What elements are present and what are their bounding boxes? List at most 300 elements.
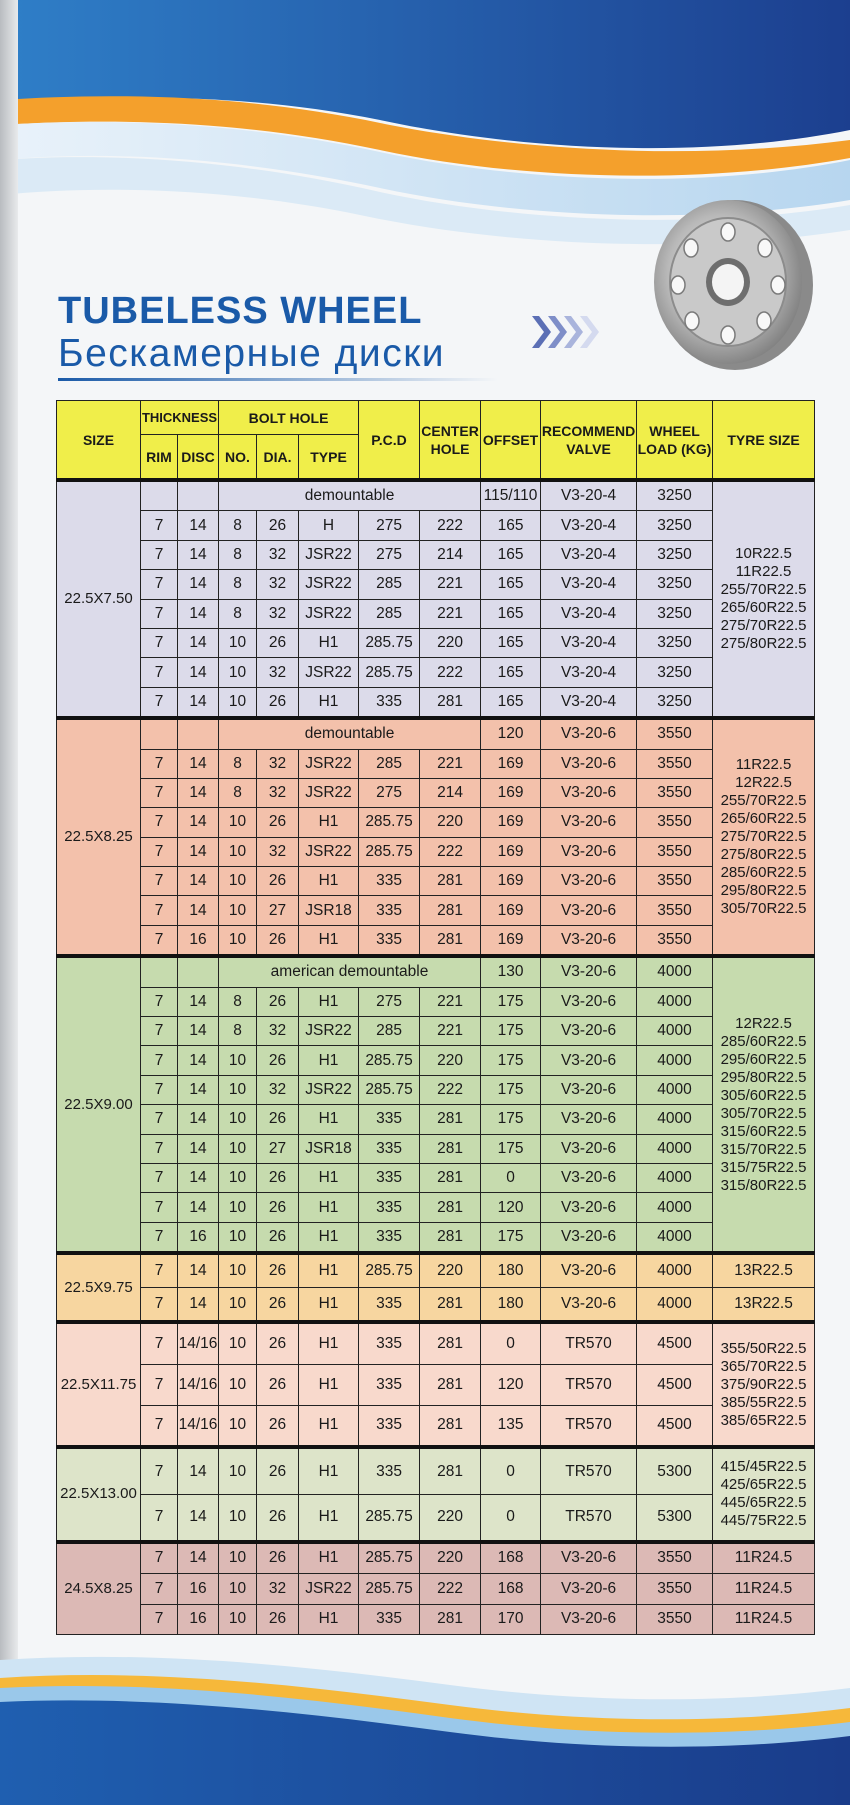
header-wheel-load: WHEEL LOAD (KG): [637, 401, 713, 481]
header-valve: RECOMMEND VALVE: [541, 401, 637, 481]
bolt-type-cell: H1: [299, 1193, 359, 1222]
bolt-dia-cell: 26: [257, 1163, 299, 1192]
tyre-size-item: 315/70R22.5: [720, 1140, 807, 1158]
offset-cell: 175: [481, 1222, 541, 1253]
bolt-no-cell: 10: [219, 896, 257, 925]
empty-cell: [178, 480, 219, 511]
pcd-cell: 335: [359, 1163, 420, 1192]
bolt-no-cell: 10: [219, 808, 257, 837]
load-cell: 3250: [637, 480, 713, 511]
center-hole-cell: 281: [420, 687, 481, 718]
center-hole-cell: 220: [420, 1046, 481, 1075]
disc-cell: 14: [178, 658, 219, 687]
rim-cell: 7: [141, 511, 178, 540]
pcd-cell: 275: [359, 540, 420, 569]
disc-cell: 14: [178, 570, 219, 599]
tyre-size-item: 305/70R22.5: [720, 1104, 807, 1122]
tyre-size-item: 305/70R22.5: [720, 900, 807, 918]
header-rim: RIM: [141, 435, 178, 481]
bolt-type-cell: JSR18: [299, 1134, 359, 1163]
bolt-no-cell: 10: [219, 925, 257, 956]
center-hole-cell: 214: [420, 778, 481, 807]
disc-cell: 14: [178, 1447, 219, 1494]
table-row: [57, 511, 815, 540]
size-cell: 22.5X9.00: [57, 956, 141, 1253]
rim-cell: 7: [141, 1193, 178, 1222]
load-cell: 4000: [637, 1193, 713, 1222]
center-hole-cell: 220: [420, 1494, 481, 1541]
load-cell: 4000: [637, 1105, 713, 1134]
disc-cell: 14: [178, 837, 219, 866]
bolt-no-cell: 10: [219, 1134, 257, 1163]
load-cell: 4500: [637, 1405, 713, 1447]
tyre-size-item: 305/60R22.5: [720, 1086, 807, 1104]
disc-cell: 14: [178, 628, 219, 657]
table-row: [57, 1604, 815, 1635]
table-row: [57, 896, 815, 925]
pcd-cell: 335: [359, 1288, 420, 1323]
bolt-type-cell: H1: [299, 1222, 359, 1253]
valve-cell: TR570: [541, 1322, 637, 1364]
bolt-dia-cell: 32: [257, 540, 299, 569]
bolt-dia-cell: 26: [257, 1193, 299, 1222]
load-cell: 4000: [637, 1017, 713, 1046]
offset-cell: 169: [481, 749, 541, 778]
tyre-size-item: 415/45R22.5: [720, 1458, 807, 1476]
title-russian: Бескамерные диски: [58, 332, 446, 375]
header-pcd: P.C.D: [359, 401, 420, 481]
table-row: [57, 540, 815, 569]
center-hole-cell: 281: [420, 867, 481, 896]
table-row: [57, 867, 815, 896]
tyre-size-cell: 11R24.5: [713, 1604, 815, 1635]
offset-cell: 175: [481, 987, 541, 1016]
offset-cell: 120: [481, 1364, 541, 1405]
bolt-type-cell: H1: [299, 1288, 359, 1323]
disc-cell: 16: [178, 925, 219, 956]
bolt-type-cell: H1: [299, 1163, 359, 1192]
pcd-cell: 275: [359, 987, 420, 1016]
bolt-type-cell: H1: [299, 687, 359, 718]
tyre-size-item: 315/80R22.5: [720, 1176, 807, 1194]
load-cell: 3250: [637, 511, 713, 540]
load-cell: 5300: [637, 1447, 713, 1494]
valve-cell: V3-20-6: [541, 1075, 637, 1104]
bolt-type-cell: JSR22: [299, 1017, 359, 1046]
group-22.5x7.50: [57, 480, 815, 718]
pcd-cell: 285: [359, 599, 420, 628]
empty-cell: [141, 480, 178, 511]
bolt-type-cell: H1: [299, 1542, 359, 1574]
pcd-cell: 285.75: [359, 1494, 420, 1541]
offset-cell: 0: [481, 1494, 541, 1541]
tyre-size-item: 295/60R22.5: [720, 1050, 807, 1068]
disc-cell: 16: [178, 1222, 219, 1253]
size-cell: 24.5X8.25: [57, 1542, 141, 1635]
center-hole-cell: 220: [420, 1542, 481, 1574]
note-cell: american demountable: [219, 956, 481, 987]
disc-cell: 14: [178, 808, 219, 837]
load-cell: 3550: [637, 837, 713, 866]
table-row-note: [57, 480, 815, 511]
load-cell: 4000: [637, 1075, 713, 1104]
bolt-dia-cell: 26: [257, 1364, 299, 1405]
load-cell: 3550: [637, 808, 713, 837]
rim-cell: 7: [141, 808, 178, 837]
table-row-note: [57, 956, 815, 987]
bolt-dia-cell: 26: [257, 628, 299, 657]
disc-cell: 14: [178, 1193, 219, 1222]
center-hole-cell: 281: [420, 1604, 481, 1635]
center-hole-cell: 281: [420, 1163, 481, 1192]
bolt-type-cell: JSR22: [299, 778, 359, 807]
valve-cell: V3-20-6: [541, 1222, 637, 1253]
disc-cell: 14: [178, 687, 219, 718]
valve-cell: V3-20-4: [541, 658, 637, 687]
load-cell: 3550: [637, 896, 713, 925]
tyre-size-item: 295/80R22.5: [720, 882, 807, 900]
title-underline: [58, 378, 498, 381]
center-hole-cell: 281: [420, 1288, 481, 1323]
tyre-size-cell: [713, 718, 815, 956]
table-row: [57, 1574, 815, 1605]
rim-cell: 7: [141, 599, 178, 628]
valve-cell: V3-20-4: [541, 511, 637, 540]
header-tyre-size: TYRE SIZE: [713, 401, 815, 481]
disc-cell: 14: [178, 540, 219, 569]
disc-cell: 14: [178, 599, 219, 628]
valve-cell: V3-20-6: [541, 1253, 637, 1288]
table-row: [57, 1222, 815, 1253]
offset-cell: 175: [481, 1105, 541, 1134]
bolt-no-cell: 10: [219, 1322, 257, 1364]
load-cell: 3550: [637, 718, 713, 749]
bolt-dia-cell: 26: [257, 1105, 299, 1134]
offset-cell: 168: [481, 1574, 541, 1605]
table-row: [57, 778, 815, 807]
valve-cell: V3-20-4: [541, 480, 637, 511]
pcd-cell: 335: [359, 1322, 420, 1364]
load-cell: 3550: [637, 925, 713, 956]
valve-cell: V3-20-6: [541, 1134, 637, 1163]
offset-cell: 165: [481, 511, 541, 540]
valve-cell: TR570: [541, 1364, 637, 1405]
load-cell: 3550: [637, 1542, 713, 1574]
valve-cell: TR570: [541, 1405, 637, 1447]
bolt-dia-cell: 26: [257, 511, 299, 540]
bolt-dia-cell: 26: [257, 1288, 299, 1323]
bolt-no-cell: 10: [219, 1288, 257, 1323]
tyre-size-cell: [713, 956, 815, 1253]
pcd-cell: 335: [359, 1222, 420, 1253]
valve-cell: V3-20-6: [541, 925, 637, 956]
offset-cell: 0: [481, 1322, 541, 1364]
load-cell: 4000: [637, 1046, 713, 1075]
disc-cell: 14/16: [178, 1364, 219, 1405]
pcd-cell: 285: [359, 749, 420, 778]
tyre-size-cell: [713, 1447, 815, 1541]
valve-cell: V3-20-4: [541, 570, 637, 599]
pcd-cell: 285.75: [359, 1075, 420, 1104]
bolt-no-cell: 10: [219, 1542, 257, 1574]
valve-cell: V3-20-6: [541, 1193, 637, 1222]
bolt-type-cell: H1: [299, 1364, 359, 1405]
tyre-size-item: 12R22.5: [735, 1014, 792, 1032]
bolt-dia-cell: 26: [257, 1253, 299, 1288]
center-hole-cell: 222: [420, 658, 481, 687]
bolt-no-cell: 8: [219, 599, 257, 628]
header-type: TYPE: [299, 435, 359, 481]
table-row: [57, 1017, 815, 1046]
center-hole-cell: 281: [420, 1134, 481, 1163]
pcd-cell: 285.75: [359, 808, 420, 837]
header-center-hole: CENTER HOLE: [420, 401, 481, 481]
bolt-no-cell: 10: [219, 1105, 257, 1134]
bolt-dia-cell: 26: [257, 867, 299, 896]
bolt-type-cell: JSR22: [299, 1075, 359, 1104]
load-cell: 3250: [637, 658, 713, 687]
rim-cell: 7: [141, 1222, 178, 1253]
rim-cell: 7: [141, 867, 178, 896]
load-cell: 4000: [637, 1288, 713, 1323]
bolt-no-cell: 10: [219, 1604, 257, 1635]
load-cell: 4500: [637, 1364, 713, 1405]
disc-cell: 14: [178, 1075, 219, 1104]
bolt-type-cell: H1: [299, 1447, 359, 1494]
empty-cell: [141, 956, 178, 987]
center-hole-cell: 220: [420, 808, 481, 837]
disc-cell: 16: [178, 1574, 219, 1605]
center-hole-cell: 221: [420, 749, 481, 778]
bolt-type-cell: H1: [299, 1253, 359, 1288]
load-cell: 3550: [637, 749, 713, 778]
pcd-cell: 285: [359, 1017, 420, 1046]
valve-cell: V3-20-6: [541, 778, 637, 807]
pcd-cell: 335: [359, 1447, 420, 1494]
disc-cell: 14: [178, 1134, 219, 1163]
tyre-size-item: 445/75R22.5: [720, 1512, 807, 1530]
size-cell: 22.5X7.50: [57, 480, 141, 718]
rim-cell: 7: [141, 1105, 178, 1134]
title-english: TUBELESS WHEEL: [58, 290, 423, 332]
pcd-cell: 335: [359, 925, 420, 956]
tyre-size-cell: [713, 1322, 815, 1447]
tyre-size-item: 255/70R22.5: [720, 792, 807, 810]
tyre-size-item: 295/80R22.5: [720, 1068, 807, 1086]
offset-cell: 135: [481, 1405, 541, 1447]
table-row: [57, 1075, 815, 1104]
valve-cell: V3-20-6: [541, 1288, 637, 1323]
tyre-size-item: 365/70R22.5: [720, 1357, 807, 1375]
center-hole-cell: 281: [420, 1105, 481, 1134]
bolt-no-cell: 8: [219, 1017, 257, 1046]
offset-cell: 130: [481, 956, 541, 987]
center-hole-cell: 222: [420, 1574, 481, 1605]
rim-cell: 7: [141, 1075, 178, 1104]
table-row: [57, 1253, 815, 1288]
disc-cell: 14: [178, 1017, 219, 1046]
bolt-dia-cell: 32: [257, 570, 299, 599]
offset-cell: 180: [481, 1288, 541, 1323]
table-row: [57, 749, 815, 778]
table-row: [57, 837, 815, 866]
load-cell: 4000: [637, 1222, 713, 1253]
bolt-dia-cell: 26: [257, 1405, 299, 1447]
rim-cell: 7: [141, 540, 178, 569]
tyre-size-item: 275/70R22.5: [720, 828, 807, 846]
bolt-dia-cell: 26: [257, 1447, 299, 1494]
pcd-cell: 335: [359, 1405, 420, 1447]
center-hole-cell: 220: [420, 1253, 481, 1288]
group-22.5x9.00: [57, 956, 815, 1253]
valve-cell: V3-20-6: [541, 867, 637, 896]
table-row: [57, 1542, 815, 1574]
valve-cell: V3-20-4: [541, 540, 637, 569]
bolt-type-cell: H1: [299, 1322, 359, 1364]
offset-cell: 165: [481, 658, 541, 687]
load-cell: 3250: [637, 687, 713, 718]
tyre-size-item: 11R22.5: [735, 563, 792, 581]
bolt-type-cell: H1: [299, 925, 359, 956]
bolt-no-cell: 10: [219, 1075, 257, 1104]
pcd-cell: 285.75: [359, 1046, 420, 1075]
load-cell: 5300: [637, 1494, 713, 1541]
rim-cell: 7: [141, 1494, 178, 1541]
disc-cell: 14: [178, 749, 219, 778]
bolt-no-cell: 8: [219, 749, 257, 778]
pcd-cell: 335: [359, 1604, 420, 1635]
group-22.5x13.00: [57, 1447, 815, 1541]
bolt-type-cell: H1: [299, 808, 359, 837]
offset-cell: 169: [481, 896, 541, 925]
valve-cell: TR570: [541, 1447, 637, 1494]
load-cell: 3250: [637, 628, 713, 657]
empty-cell: [178, 718, 219, 749]
load-cell: 4000: [637, 1253, 713, 1288]
rim-cell: 7: [141, 1046, 178, 1075]
bolt-type-cell: H1: [299, 987, 359, 1016]
tyre-size-item: 355/50R22.5: [720, 1339, 807, 1357]
valve-cell: V3-20-6: [541, 1542, 637, 1574]
bolt-no-cell: 10: [219, 687, 257, 718]
bolt-dia-cell: 32: [257, 599, 299, 628]
disc-cell: 14: [178, 987, 219, 1016]
header-offset: OFFSET: [481, 401, 541, 481]
header-no: NO.: [219, 435, 257, 481]
valve-cell: V3-20-6: [541, 837, 637, 866]
wheel-spec-table: [56, 400, 815, 1635]
rim-cell: 7: [141, 1134, 178, 1163]
tyre-size-item: 385/65R22.5: [720, 1411, 807, 1429]
note-cell: demountable: [219, 480, 481, 511]
table-row: [57, 570, 815, 599]
group-22.5x8.25: [57, 718, 815, 956]
bolt-type-cell: JSR22: [299, 1574, 359, 1605]
bolt-dia-cell: 26: [257, 1222, 299, 1253]
disc-cell: 14: [178, 1046, 219, 1075]
offset-cell: 165: [481, 570, 541, 599]
offset-cell: 170: [481, 1604, 541, 1635]
bolt-type-cell: H1: [299, 1046, 359, 1075]
bolt-dia-cell: 26: [257, 1046, 299, 1075]
bolt-no-cell: 10: [219, 837, 257, 866]
valve-cell: V3-20-6: [541, 718, 637, 749]
offset-cell: 0: [481, 1163, 541, 1192]
group-22.5x11.75: [57, 1322, 815, 1447]
bolt-no-cell: 10: [219, 1574, 257, 1605]
chevron-arrows-icon: [530, 312, 600, 352]
disc-cell: 14: [178, 1163, 219, 1192]
bolt-no-cell: 10: [219, 628, 257, 657]
bolt-dia-cell: 32: [257, 1017, 299, 1046]
pcd-cell: 335: [359, 896, 420, 925]
size-cell: 22.5X9.75: [57, 1253, 141, 1322]
bolt-no-cell: 8: [219, 511, 257, 540]
center-hole-cell: 222: [420, 837, 481, 866]
bolt-dia-cell: 26: [257, 987, 299, 1016]
rim-cell: 7: [141, 1253, 178, 1288]
valve-cell: V3-20-6: [541, 1574, 637, 1605]
disc-cell: 14: [178, 1494, 219, 1541]
tyre-size-cell: 13R22.5: [713, 1253, 815, 1288]
center-hole-cell: 281: [420, 896, 481, 925]
valve-cell: V3-20-6: [541, 1604, 637, 1635]
pcd-cell: 285.75: [359, 1542, 420, 1574]
bolt-type-cell: H1: [299, 628, 359, 657]
load-cell: 3550: [637, 867, 713, 896]
tyre-size-item: 285/60R22.5: [720, 1032, 807, 1050]
pcd-cell: 275: [359, 778, 420, 807]
tyre-size-item: 10R22.5: [735, 545, 792, 563]
pcd-cell: 335: [359, 1193, 420, 1222]
header-dia: DIA.: [257, 435, 299, 481]
bolt-no-cell: 10: [219, 1253, 257, 1288]
size-cell: 22.5X8.25: [57, 718, 141, 956]
bolt-dia-cell: 26: [257, 1542, 299, 1574]
bolt-dia-cell: 32: [257, 837, 299, 866]
table-row: [57, 987, 815, 1016]
header-disc: DISC: [178, 435, 219, 481]
bolt-type-cell: H1: [299, 1105, 359, 1134]
disc-cell: 14: [178, 1542, 219, 1574]
center-hole-cell: 214: [420, 540, 481, 569]
table-row: [57, 925, 815, 956]
bolt-type-cell: H: [299, 511, 359, 540]
pcd-cell: 285: [359, 570, 420, 599]
table-row: [57, 1046, 815, 1075]
valve-cell: TR570: [541, 1494, 637, 1541]
center-hole-cell: 222: [420, 1075, 481, 1104]
bolt-dia-cell: 32: [257, 1075, 299, 1104]
valve-cell: V3-20-4: [541, 599, 637, 628]
table-row: [57, 1364, 815, 1405]
valve-cell: V3-20-6: [541, 956, 637, 987]
tyre-size-item: 265/60R22.5: [720, 810, 807, 828]
pcd-cell: 285.75: [359, 1574, 420, 1605]
tyre-size-item: 275/80R22.5: [720, 846, 807, 864]
group-22.5x9.75: [57, 1253, 815, 1322]
bolt-no-cell: 8: [219, 540, 257, 569]
offset-cell: 169: [481, 837, 541, 866]
valve-cell: V3-20-6: [541, 896, 637, 925]
bolt-type-cell: JSR22: [299, 570, 359, 599]
bolt-dia-cell: 26: [257, 1604, 299, 1635]
tyre-size-item: 265/60R22.5: [720, 599, 807, 617]
rim-cell: 7: [141, 628, 178, 657]
bolt-type-cell: JSR22: [299, 599, 359, 628]
table-row: [57, 687, 815, 718]
tyre-size-item: 375/90R22.5: [720, 1375, 807, 1393]
